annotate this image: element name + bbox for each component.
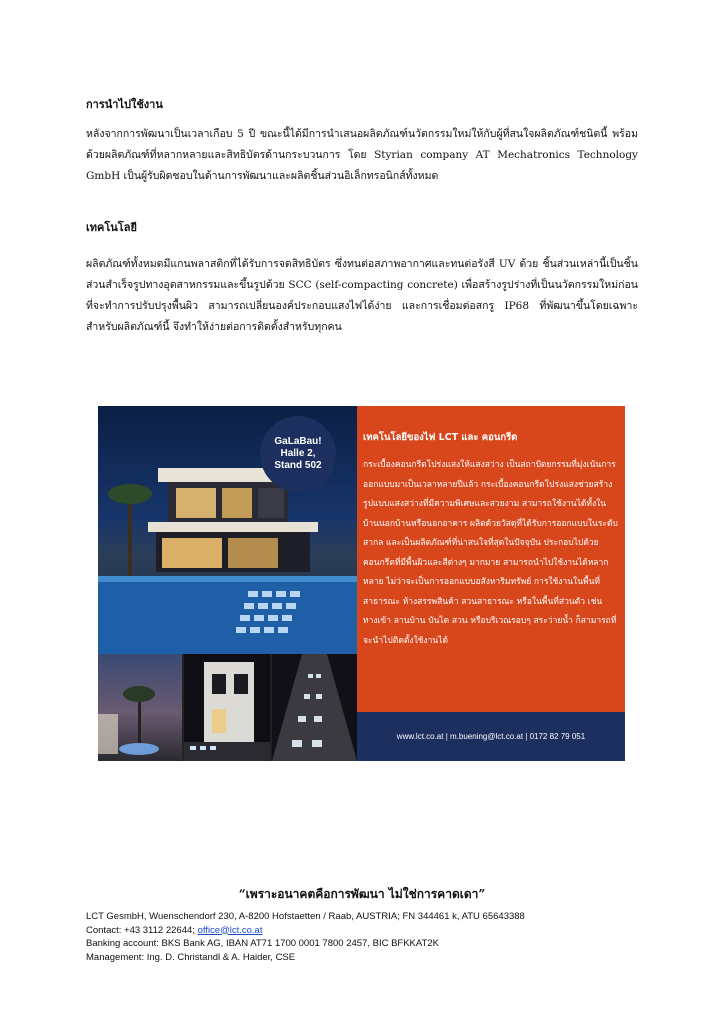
footer-contact [86, 924, 525, 938]
badge-line-2: Halle 2, [280, 448, 316, 459]
section-heading-technology: เทคโนโลยี [86, 221, 137, 234]
footer-management: Management: Ing. D. Christandl & A. Haider, CSE [86, 951, 296, 963]
section-paragraph-application: หลังจากการพัฒนาเป็นเวลาเกือบ 5 ปี ขณะนี้ได้มีการนำเสนอผลิตภัณฑ์นวัตกรรมใหม่ให้กับผู้ที่สนใจผลิตภัณฑ์ชนิดนี้ พร้อมด้วยผลิตภัณฑ์ที่หลากหลายและสิทธิบัตรด้านกระบวนการ โดย Styrian company AT Mechatronics Technology GmbH เป็นผู้รับผิดชอบในด้านการพัฒนาและผลิตชิ้นส่วนอิเล็กทรอนิกส์ทั้งหมด [86, 128, 638, 182]
ad-thumbnail-strip [98, 654, 357, 761]
ad-title: เทคโนโลยีของไฟ LCT และ คอนกรีต [363, 432, 518, 443]
garden-light-photo [98, 654, 182, 761]
company-footer [86, 910, 525, 964]
trade-fair-badge [260, 416, 336, 492]
advertisement-block [98, 406, 625, 761]
section-heading-application: การนำไปใช้งาน [86, 98, 163, 111]
footer-address: LCT GesmbH, Wuenschendorf 230, A-8200 Hofstaetten / Raab, AUSTRIA; FN 344461 k, ATU 65643388 [86, 911, 525, 922]
badge-line-1: GaLaBau! [274, 436, 322, 447]
footer-banking: Banking account: BKS Bank AG, IBAN AT71 1700 0001 7800 2457, BIC BFKKAT2K [86, 938, 439, 949]
ad-body: กระเบื้องคอนกรีตโปร่งแสงให้แสงสว่าง เป็นสถาปัตยกรรมที่มุ่งเน้นการออกแบบมาเป็นเวลาหลายปีแล้ว กระเบื้องคอนกรีตโปร่งแสงช่วยสร้างรูปแบบแสงสว่างที่มีความพิเศษและสวยงาม สามารถใช้งานได้ทั้งในบ้านนอกบ้านหรือนอกอาคาร ผลิตด้วยวัสดุที่ได้รับการออกแบบในระดับสากล และเป็นผลิตภัณฑ์ที่น่าสนใจที่สุดในปัจจุบัน ประกอบไปด้วยคอนกรีตที่มีพื้นผิวและสีต่างๆ มากมาย สามารถนำไปใช้งานได้หลากหลาย ไม่ว่าจะเป็นการออกแบบอสังหาริมทรัพย์ การใช้งานในพื้นที่สาธารณะ ห้างสรรพสินค้า สวนสาธารณะ หรือในพื้นที่ส่วนตัว เช่น ทางเข้า ลานบ้าน บันได สวน หรือบริเวณรอบๆ สระว่ายน้ำ ก็สามารถที่จะนำไปติดตั้งใช้งานได้ [363, 460, 618, 646]
tile-path-photo [272, 654, 357, 761]
building-facade-photo [184, 654, 270, 761]
badge-line-3: Stand 502 [274, 460, 322, 471]
ad-text-panel [357, 406, 625, 712]
footer-contact-phone: Contact: +43 3112 22644; [86, 924, 198, 936]
section-paragraph-technology: ผลิตภัณฑ์ทั้งหมดมีแกนพลาสติกที่ได้รับการจดสิทธิบัตร ซึ่งทนต่อสภาพอากาศและทนต่อรังสี UV ด้วย ชิ้นส่วนเหล่านี้เป็นชิ้นส่วนสำเร็จรูปทางอุตสาหกรรมและขึ้นรูปด้วย SCC (self-compacting concrete) เพื่อสร้างรูปร่างที่เป็นนวัตกรรมใหม่ก่อนที่จะทำการปรับปรุงพื้นผิว สามารถเปลี่ยนองค์ประกอบแสงไฟได้ง่าย และการเชื่อมต่อสกรู IP68 ที่พัฒนาขึ้นโดยเฉพาะสำหรับผลิตภัณฑ์นี้ จึงทำให้ง่ายต่อการติดตั้งสำหรับทุกคน [86, 258, 638, 333]
slogan-quote: “เพราะอนาคตคือการพัฒนา ไม่ใช่การคาดเดา” [238, 887, 486, 901]
house-night-photo [98, 406, 357, 654]
footer-email-link[interactable]: office@lct.co.at [197, 924, 263, 936]
ad-contact-bar: www.lct.co.at | m.buening@lct.co.at | 0172 82 79 051 [357, 712, 625, 761]
